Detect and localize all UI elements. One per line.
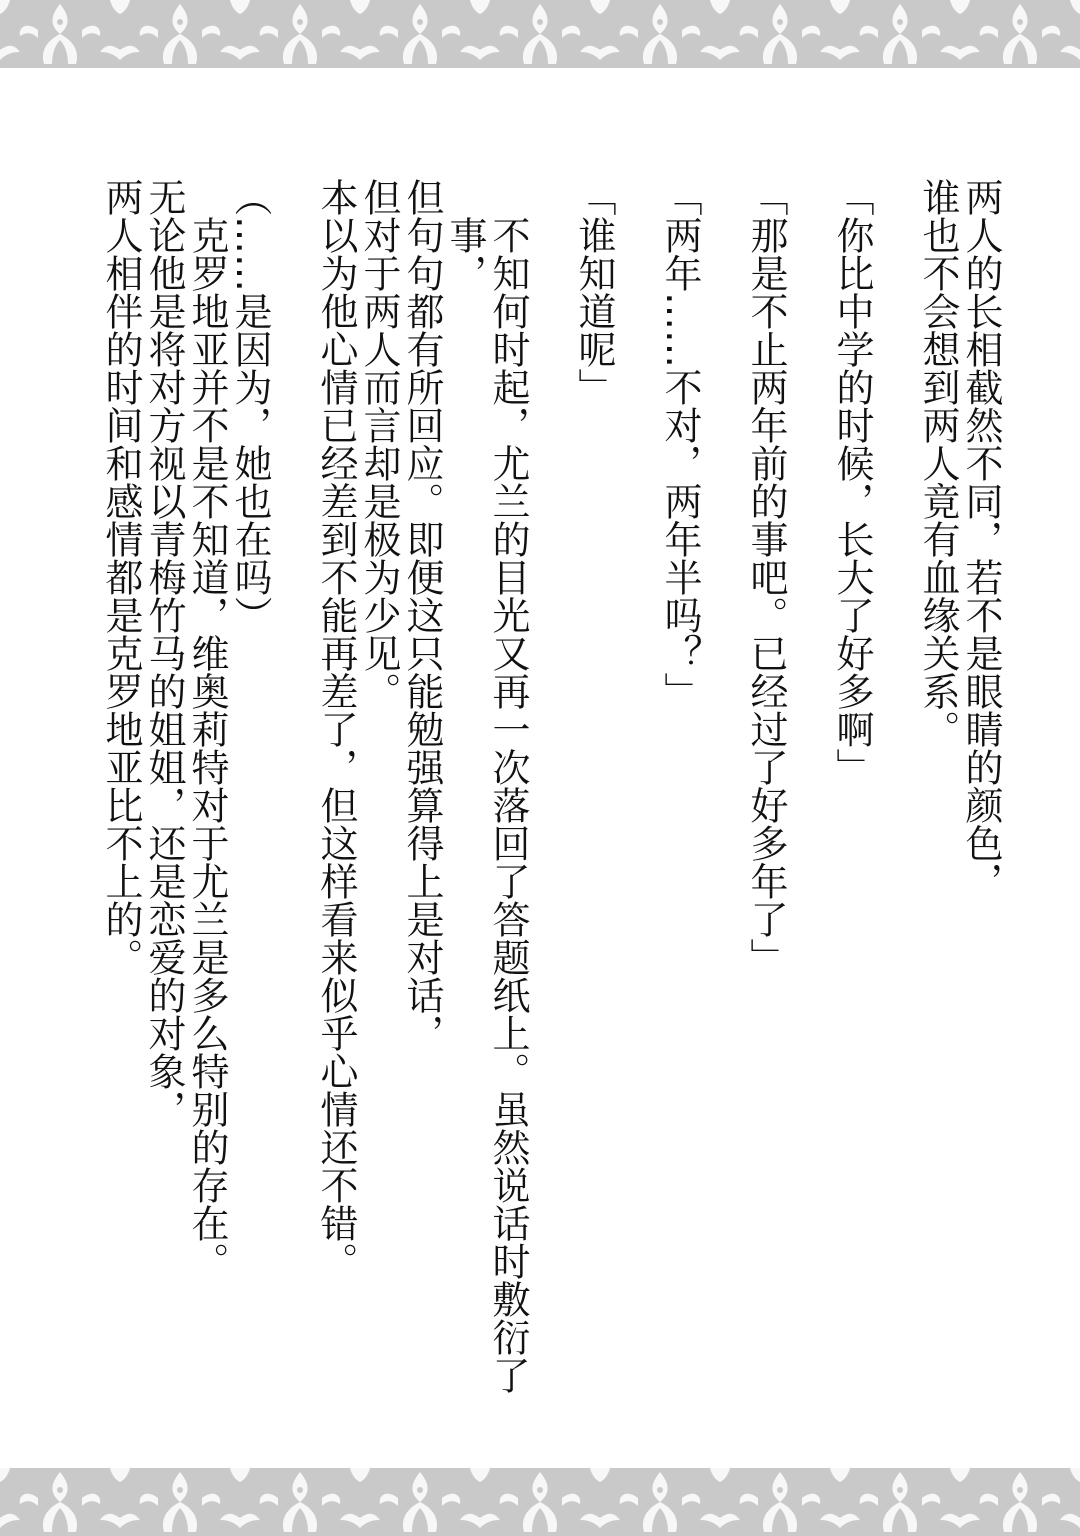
vertical-text-body [99, 178, 1002, 1418]
bottom-ornament-border [0, 1468, 1080, 1536]
top-ornament-border [0, 0, 1080, 68]
text-line: 两人相伴的时间和感情都是克罗地亚比不上的。 [99, 178, 143, 976]
blank-line [873, 178, 916, 1418]
dialogue-line: 「两年……不对，两年半吗？」 [658, 178, 702, 710]
damask-pattern-icon [0, 1468, 1080, 1536]
blank-line [701, 178, 744, 1418]
dialogue-line: 「谁知道呢」 [572, 178, 616, 406]
text-line: 但对于两人而言却是极为少见。 [357, 178, 401, 710]
dialogue-line: 「那是不止两年前的事吧。已经过了好多年了」 [744, 178, 788, 976]
text-line: 两人的长相截然不同，若不是眼睛的颜色， [959, 178, 1003, 900]
text-line: 本以为他心情已经差到不能再差了，但这样看来似乎心情还不错。 [314, 178, 358, 1280]
text-line: 不知何时起，尤兰的目光又再一次落回了答题纸上。虽然说话时敷衍了事， [443, 216, 530, 1394]
blank-line [787, 178, 830, 1418]
dialogue-line: 「你比中学的时候，长大了好多啊」 [830, 178, 874, 786]
text-line: 无论他是将对方视以青梅竹马的姐姐，还是恋爱的对象， [142, 178, 186, 1128]
damask-pattern-icon [0, 0, 1080, 68]
thought-line: （……是因为，她也在吗） [228, 178, 272, 634]
blank-line [529, 178, 572, 1418]
blank-line [271, 178, 314, 1418]
text-line: 谁也不会想到两人竟有血缘关系。 [916, 178, 960, 748]
blank-line [615, 178, 658, 1418]
text-line: 但句句都有所回应。即便这只能勉强算得上是对话， [400, 178, 444, 1052]
text-line: 克罗地亚并不是不知道，维奥莉特对于尤兰是多么特别的存在。 [185, 216, 229, 1280]
